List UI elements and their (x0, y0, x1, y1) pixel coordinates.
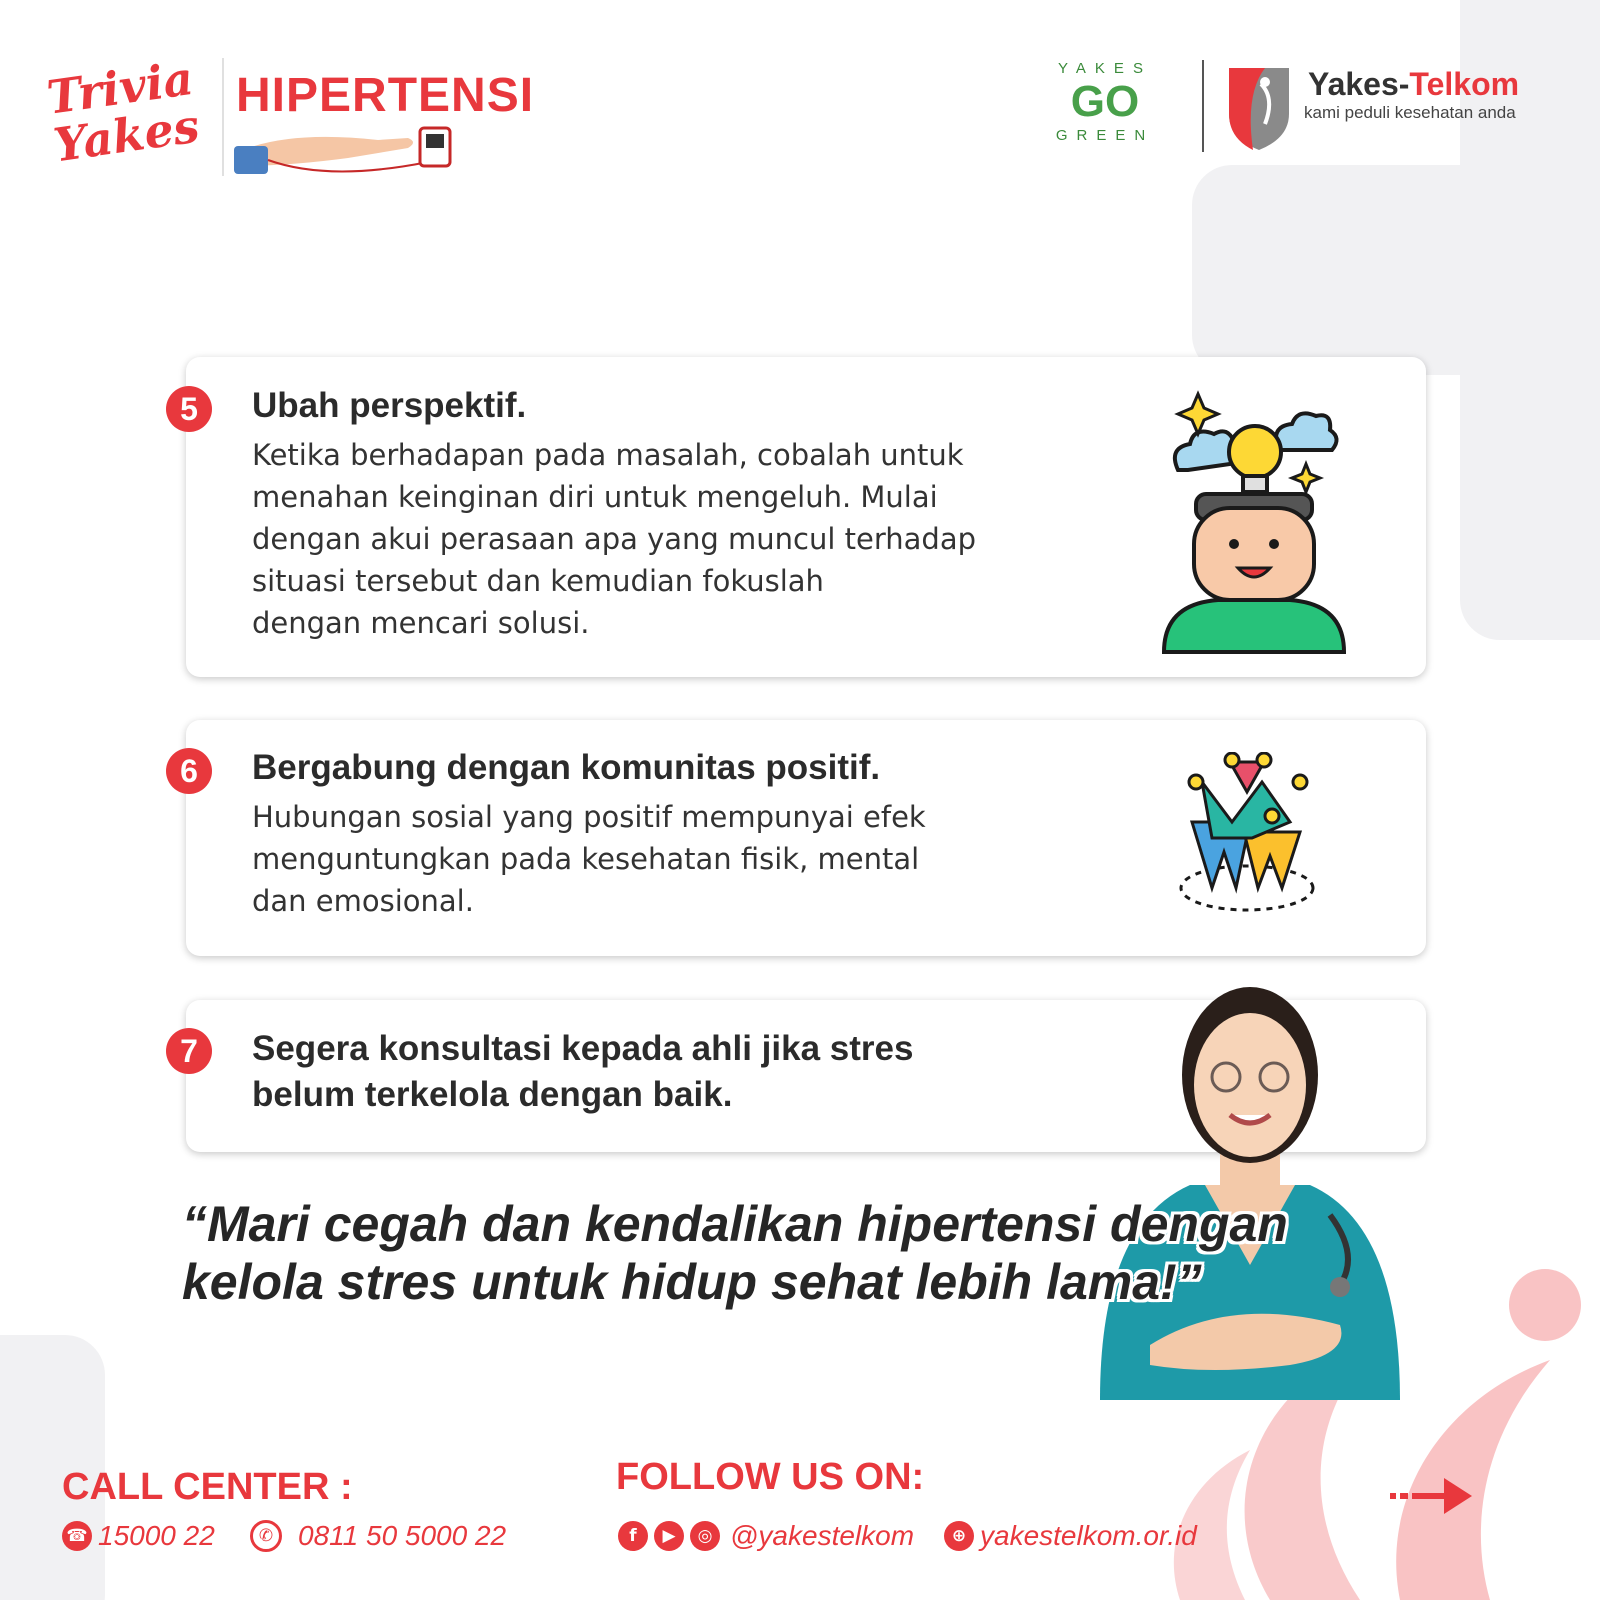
quote-line: kelola stres untuk hidup sehat lebih lama!” (182, 1254, 1202, 1310)
tip-title (252, 1026, 1052, 1118)
step-number-badge: 7 (166, 1028, 212, 1074)
gogreen-top-text: YAKES (1058, 60, 1152, 77)
closing-quote (182, 1195, 1432, 1311)
next-arrow-icon[interactable] (1390, 1476, 1474, 1516)
background-shape (1192, 165, 1600, 375)
community-icon (1172, 752, 1322, 920)
website-link[interactable] (944, 1520, 1197, 1552)
quote-line: “Mari cegah dan kendalikan hipertensi dengan (182, 1196, 1288, 1252)
org-name (1308, 66, 1519, 103)
tip-body (252, 796, 1072, 922)
tip-body-line: dengan akui perasaan apa yang muncul terhadap (252, 522, 977, 556)
whatsapp-icon: ✆ (250, 1520, 282, 1552)
tip-body-line: menguntungkan pada kesehatan fisik, mental (252, 842, 920, 876)
social-handle[interactable]: @yakestelkom (730, 1520, 915, 1551)
whatsapp-number: 0811 50 5000 22 (298, 1520, 507, 1551)
trivia-yakes-logo: Trivia Yakes (43, 50, 203, 173)
blood-pressure-monitor-icon (228, 122, 468, 178)
whatsapp-contact[interactable] (250, 1520, 506, 1552)
facebook-icon[interactable]: f (618, 1521, 648, 1551)
gogreen-bottom-text: GREEN (1055, 127, 1155, 144)
yakes-telkom-shield-icon (1225, 64, 1293, 152)
social-links[interactable] (618, 1520, 914, 1552)
topic-title: HIPERTENSI (236, 69, 535, 122)
org-name-part2: Telkom (1409, 66, 1520, 102)
step-number-badge: 5 (166, 386, 212, 432)
instagram-icon[interactable]: ◎ (690, 1521, 720, 1551)
website-url[interactable]: yakestelkom.or.id (980, 1520, 1197, 1551)
header-separator (1202, 60, 1204, 152)
tip-body-line: situasi tersebut dan kemudian fokuslah (252, 564, 824, 598)
tip-body-line: Hubungan sosial yang positif mempunyai efek (252, 800, 926, 834)
tip-title: Bergabung dengan komunitas positif. (252, 748, 881, 787)
tip-title-line: belum terkelola dengan baik. (252, 1075, 733, 1114)
follow-us-heading: FOLLOW US ON: (616, 1456, 925, 1498)
call-center-heading: CALL CENTER : (62, 1466, 353, 1508)
nurse-photo (1090, 965, 1410, 1400)
tip-title-line: Segera konsultasi kepada ahli jika stres (252, 1029, 914, 1068)
globe-icon: ⊕ (944, 1521, 974, 1551)
tip-body (252, 434, 1122, 644)
org-name-part1: Yakes- (1308, 66, 1410, 102)
org-tagline: kami peduli kesehatan anda (1304, 103, 1516, 122)
phone-contact[interactable] (62, 1520, 215, 1552)
youtube-icon[interactable]: ▶ (654, 1521, 684, 1551)
tip-title: Ubah perspektif. (252, 386, 527, 425)
phone-number: 15000 22 (98, 1520, 215, 1551)
header-divider (222, 58, 224, 176)
tip-body-line: dengan mencari solusi. (252, 606, 590, 640)
tip-body-line: menahan keinginan diri untuk mengeluh. Mulai (252, 480, 938, 514)
yakes-go-green-logo (1050, 60, 1160, 154)
phone-icon: ☎ (62, 1521, 92, 1551)
gogreen-mid-text: GO (1070, 77, 1140, 126)
idea-head-icon (1158, 390, 1348, 660)
step-number-badge: 6 (166, 748, 212, 794)
tip-body-line: dan emosional. (252, 884, 474, 918)
tip-body-line: Ketika berhadapan pada masalah, cobalah untuk (252, 438, 964, 472)
